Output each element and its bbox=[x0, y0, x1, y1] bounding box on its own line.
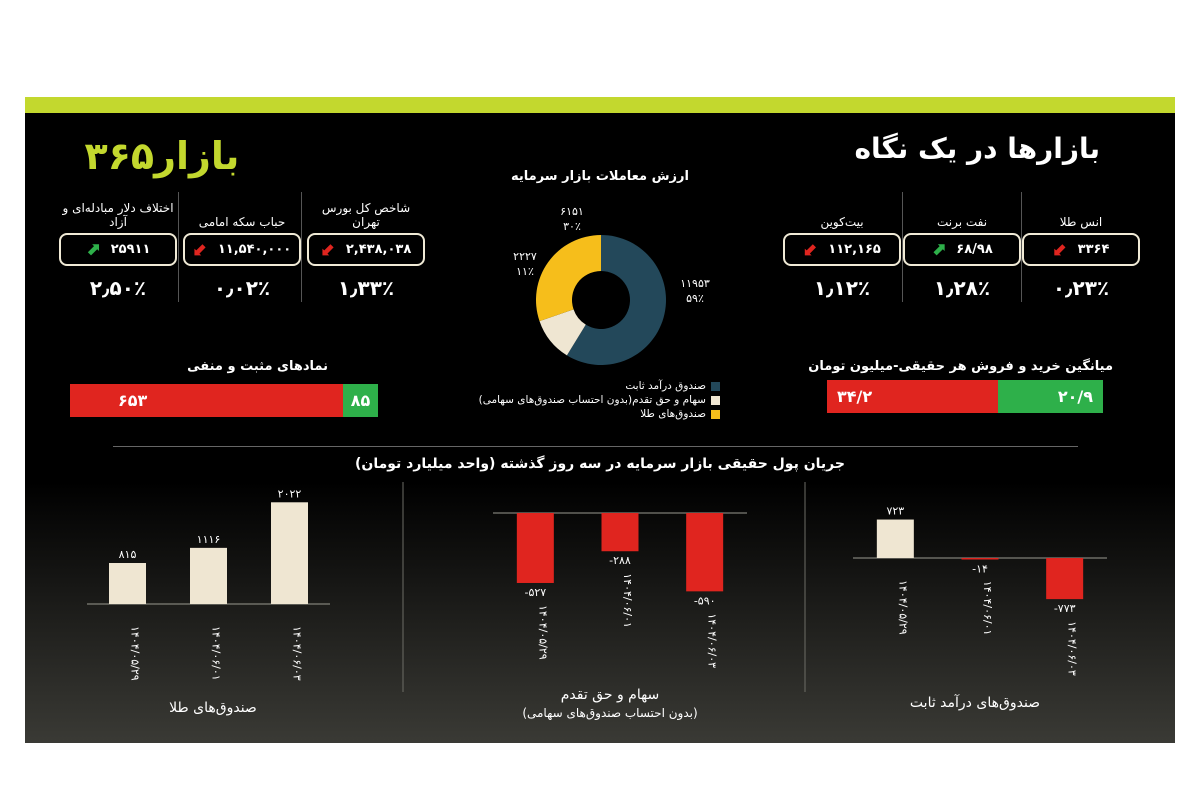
down-arrow-icon: ⬋ bbox=[1052, 238, 1068, 260]
down-arrow-icon: ⬋ bbox=[320, 238, 336, 260]
bar-gold bbox=[271, 502, 308, 604]
bar-panel-title: سهام و حق تقدم bbox=[560, 687, 660, 703]
bar-panel-subtitle: (بدون احتساب صندوق‌های سهامی) bbox=[522, 706, 698, 720]
x-tick-label: ۱۴۰۴/۰۶/۰۱ bbox=[209, 626, 223, 681]
x-tick-label: ۱۴۰۴/۰۶/۰۱ bbox=[981, 580, 994, 636]
metric-label: حباب سکه امامی bbox=[198, 215, 286, 229]
metric-change: ۲٫۵۰٪ bbox=[89, 276, 147, 300]
legend-label: سهام و حق تقدم(بدون احتساب صندوق‌های سهامی) bbox=[478, 394, 706, 406]
metric-change: ۰٫۰۲٪ bbox=[213, 276, 271, 300]
bar-fixed bbox=[877, 520, 914, 558]
metric-change: ۰٫۲۳٪ bbox=[1052, 276, 1110, 300]
metric-label: بیت‌کوین bbox=[820, 215, 864, 229]
metric-value: ۶۸/۹۸ bbox=[956, 242, 993, 257]
bar-stocks bbox=[602, 513, 639, 551]
metric-change: ۱٫۲۸٪ bbox=[933, 276, 991, 300]
x-tick-label: ۱۴۰۴/۰۵/۲۹ bbox=[128, 626, 142, 681]
x-tick-label: ۱۴۰۴/۰۶/۰۱ bbox=[621, 573, 634, 628]
bar-value-label: -۱۴ bbox=[972, 562, 988, 576]
x-tick-label: ۱۴۰۴/۰۶/۰۳ bbox=[1065, 621, 1079, 676]
metric-value: ۳۳۶۴ bbox=[1077, 242, 1110, 257]
negative-symbols-value: ۶۵۳ bbox=[118, 391, 148, 410]
page-title: بازارها در یک نگاه bbox=[854, 132, 1100, 165]
metric-change: ۱٫۳۳٪ bbox=[337, 276, 395, 300]
legend-label: صندوق درآمد ثابت bbox=[625, 380, 706, 392]
metric-label: نفت برنت bbox=[936, 215, 988, 229]
bar-value-label: -۷۷۳ bbox=[1053, 602, 1076, 616]
bar-value-label: -۲۸۸ bbox=[609, 554, 631, 568]
metric-label: شاخص کل بورس تهران bbox=[321, 201, 411, 229]
bar-value-label: ۷۲۳ bbox=[886, 504, 905, 518]
x-tick-label: ۱۴۰۴/۰۶/۰۳ bbox=[705, 613, 719, 669]
legend-label: صندوق‌های طلا bbox=[640, 408, 706, 420]
metric-value: ۲۵۹۱۱ bbox=[110, 242, 151, 257]
down-arrow-icon: ⬋ bbox=[803, 238, 819, 260]
pie-title: ارزش معاملات بازار سرمایه bbox=[511, 169, 689, 184]
bar-value-label: ۸۱۵ bbox=[118, 548, 137, 562]
metric-label: انس طلا bbox=[1059, 215, 1103, 229]
metric-value: ۲,۴۳۸,۰۳۸ bbox=[345, 242, 412, 257]
metric-change: ۱٫۱۲٪ bbox=[813, 276, 871, 300]
pie-percent-label: ۵۹٪ bbox=[686, 292, 704, 305]
pie-value-label: ۱۱۹۵۳ bbox=[680, 277, 710, 290]
metric-value: ۱۱,۵۴۰,۰۰۰ bbox=[217, 242, 292, 257]
up-arrow-icon: ⬈ bbox=[85, 238, 101, 260]
charts-canvas bbox=[25, 97, 1175, 743]
down-arrow-icon: ⬋ bbox=[192, 238, 208, 260]
buy-value: ۲۰/۹ bbox=[1057, 387, 1093, 406]
buy-sell-title: میانگین خرید و فروش هر حقیقی-میلیون تومان bbox=[808, 359, 1113, 374]
pie-value-label: ۲۲۲۷ bbox=[513, 250, 537, 263]
bar-panel-title: صندوق‌های درآمد ثابت bbox=[909, 695, 1041, 711]
metric-label: اختلاف دلار مبادله‌ای و آزاد bbox=[62, 201, 174, 229]
symbols-title: نمادهای مثبت و منفی bbox=[187, 359, 328, 374]
bar-fixed bbox=[1046, 558, 1083, 599]
bar-gold bbox=[109, 563, 146, 604]
bar-value-label: ۱۱۱۶ bbox=[196, 532, 221, 546]
bar-stocks bbox=[517, 513, 554, 583]
up-arrow-icon: ⬈ bbox=[931, 238, 947, 260]
pie-percent-label: ۳۰٪ bbox=[563, 220, 581, 233]
bar-value-label: -۵۲۷ bbox=[524, 585, 547, 599]
pie-percent-label: ۱۱٪ bbox=[516, 265, 534, 278]
x-tick-label: ۱۴۰۴/۰۵/۲۹ bbox=[896, 580, 910, 635]
bar-chart-title: جریان پول حقیقی بازار سرمایه در سه روز گذشته (واحد میلیارد تومان) bbox=[355, 456, 845, 472]
pie-value-label: ۶۱۵۱ bbox=[560, 205, 584, 218]
bar-value-label: ۲۰۲۲ bbox=[277, 487, 302, 501]
pie-slice-gold-funds bbox=[536, 235, 601, 321]
bar-panel-title: صندوق‌های طلا bbox=[169, 700, 257, 716]
infographic-card bbox=[25, 97, 1175, 743]
bar-gold bbox=[190, 548, 227, 604]
bar-value-label: -۵۹۰ bbox=[693, 594, 716, 608]
logo-text: بازار۳۶۵ bbox=[84, 134, 240, 178]
x-tick-label: ۱۴۰۴/۰۶/۰۳ bbox=[290, 626, 304, 681]
bar-stocks bbox=[686, 513, 723, 591]
sell-value: ۳۴/۲ bbox=[837, 387, 873, 406]
positive-symbols-value: ۸۵ bbox=[350, 391, 371, 410]
x-tick-label: ۱۴۰۴/۰۵/۲۹ bbox=[536, 604, 550, 660]
bar-fixed bbox=[962, 558, 999, 560]
metric-value: ۱۱۲,۱۶۵ bbox=[828, 242, 881, 257]
